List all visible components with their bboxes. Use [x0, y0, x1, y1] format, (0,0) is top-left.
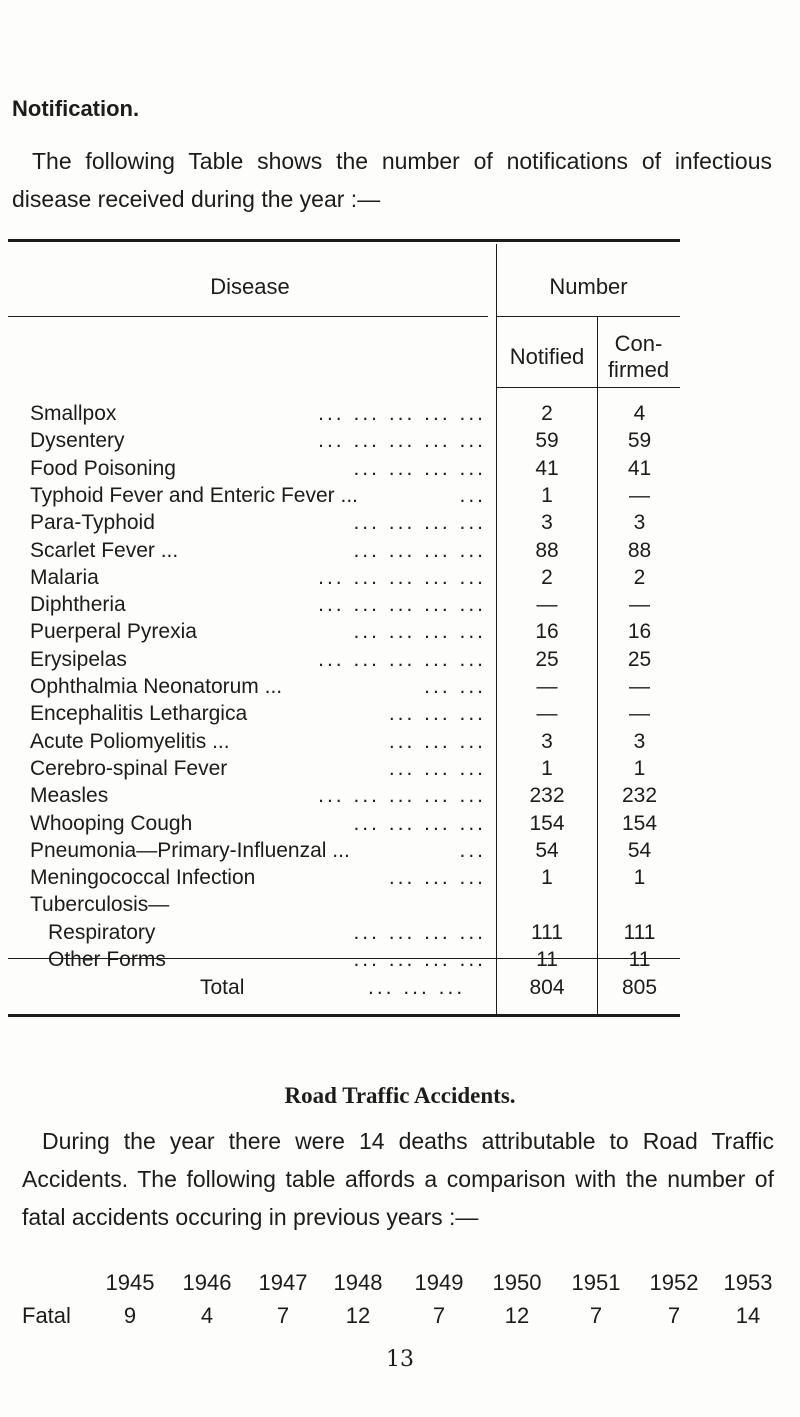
- table-row: [0, 702, 800, 728]
- leader-dots: ... ... ...: [388, 866, 486, 890]
- page-number: 13: [386, 1347, 414, 1372]
- notified-value: 25: [535, 647, 559, 671]
- notified-value: 16: [535, 620, 559, 644]
- disease-name: Smallpox: [30, 402, 117, 425]
- table-row: [0, 784, 800, 810]
- confirmed-value: 11: [628, 948, 651, 971]
- confirmed-value: —: [629, 593, 650, 617]
- total-confirmed: 805: [621, 976, 658, 999]
- notified-value: —: [536, 593, 558, 617]
- disease-name: Acute Poliomyelitis ...: [30, 729, 230, 753]
- leader-dots: ... ... ...: [388, 756, 486, 780]
- disease-name: Scarlet Fever ...: [30, 538, 179, 562]
- year-label: 1953: [723, 1270, 773, 1295]
- notified-value: 1: [541, 756, 553, 780]
- section-heading-road-traffic: Road Traffic Accidents.: [284, 1083, 516, 1108]
- confirmed-value: 2: [633, 565, 646, 589]
- leader-dots: ... ... ... ... ...: [318, 784, 486, 808]
- disease-name: Typhoid Fever and Enteric Fever ...: [30, 483, 358, 507]
- leader-dots: ... ... ... ...: [353, 456, 486, 480]
- disease-name: Cerebro-spinal Fever: [30, 756, 228, 780]
- disease-name: Diphtheria: [30, 593, 126, 617]
- disease-name: Food Poisoning: [30, 456, 176, 480]
- leader-dots: ... ... ... ...: [353, 811, 486, 835]
- disease-name: Tuberculosis—: [30, 893, 170, 917]
- disease-name: Meningococcal Infection: [30, 866, 256, 890]
- leader-dots: ... ... ... ...: [353, 511, 486, 535]
- leader-dots: ... ... ...: [388, 702, 486, 726]
- fatal-count: 7: [432, 1303, 446, 1328]
- confirmed-value: 4: [633, 402, 646, 425]
- confirmed-value: 88: [627, 538, 652, 562]
- leader-dots: ... ... ... ... ...: [318, 593, 486, 617]
- table-top-rule: [8, 239, 680, 242]
- disease-name: Erysipelas: [30, 647, 127, 671]
- year-label: 1945: [105, 1270, 155, 1295]
- disease-name: Whooping Cough: [30, 811, 193, 835]
- disease-name: Ophthalmia Neonatorum ...: [30, 675, 283, 698]
- total-label: Total: [200, 976, 245, 999]
- notified-value: 88: [535, 538, 559, 562]
- fatal-count: 7: [667, 1303, 681, 1328]
- header-disease: Disease: [210, 274, 290, 299]
- year-label: 1951: [571, 1270, 621, 1295]
- table-row: [0, 839, 800, 865]
- confirmed-value: —: [629, 483, 650, 507]
- notified-value: 3: [541, 511, 553, 535]
- leader-dots: ... ... ... ...: [353, 948, 486, 971]
- notified-value: 59: [535, 429, 559, 453]
- confirmed-value: 3: [633, 729, 646, 753]
- year-label: 1950: [492, 1270, 542, 1295]
- road-traffic-paragraph: During the year there were 14 deaths attributable to Road Traffic Accidents. The following table affords a comparison with the number of fatal accidents occuring in previous years :—: [22, 1128, 774, 1230]
- year-label: 1949: [414, 1270, 464, 1295]
- confirmed-value: 232: [621, 784, 658, 808]
- notified-value: 1: [541, 483, 553, 507]
- table-row: [0, 429, 800, 455]
- table-row: [0, 648, 800, 674]
- table-row: [0, 866, 800, 892]
- leader-dots: ... ...: [424, 675, 486, 698]
- confirmed-value: 54: [627, 838, 652, 862]
- table-row: [0, 948, 800, 974]
- total-notified: 804: [529, 976, 565, 999]
- year-label: 1947: [258, 1270, 308, 1295]
- confirmed-value: 154: [621, 811, 658, 835]
- table-row: [0, 566, 800, 592]
- notified-value: 54: [535, 838, 559, 862]
- confirmed-value: 1: [633, 756, 646, 780]
- subheader-rule: [497, 387, 680, 388]
- table-row: [0, 893, 800, 919]
- leader-dots: ... ... ... ...: [353, 920, 486, 944]
- table-row: [0, 921, 800, 947]
- leader-dots: ... ... ... ...: [353, 538, 486, 562]
- year-label: 1946: [182, 1270, 232, 1295]
- intro-paragraph: The following Table shows the number of notifications of infectious disease received during the year :—: [12, 148, 772, 212]
- table-row: [0, 675, 800, 701]
- notified-value: 2: [541, 565, 553, 589]
- notified-value: —: [536, 702, 558, 726]
- header-confirmed-line1: Con-: [614, 331, 663, 356]
- fatal-count: 9: [123, 1303, 137, 1328]
- table-row: [0, 593, 800, 619]
- section-heading-notification: Notification.: [12, 96, 140, 121]
- confirmed-value: 16: [627, 620, 652, 644]
- disease-name: Dysentery: [30, 429, 125, 453]
- disease-name: Encephalitis Lethargica: [30, 702, 248, 726]
- confirmed-value: —: [629, 702, 650, 726]
- disease-name: Other Forms: [48, 948, 166, 971]
- notified-value: 111: [531, 920, 563, 944]
- leader-dots: ... ... ... ... ...: [318, 565, 486, 589]
- header-confirmed-line2: firmed: [607, 357, 670, 382]
- confirmed-value: 25: [627, 647, 652, 671]
- table-row: [0, 730, 800, 756]
- notified-value: 154: [529, 811, 565, 835]
- year-label: 1948: [333, 1270, 383, 1295]
- table-row: [0, 484, 800, 510]
- fatal-count: 4: [200, 1303, 214, 1328]
- number-header-rule: [497, 316, 680, 317]
- disease-name: Pneumonia—Primary-Influenzal ...: [30, 838, 350, 862]
- leader-dots: ... ... ... ... ...: [318, 647, 486, 671]
- notified-value: 2: [541, 402, 553, 425]
- year-label: 1952: [649, 1270, 699, 1295]
- notified-value: 1: [541, 866, 553, 890]
- disease-name: Puerperal Pyrexia: [30, 620, 197, 644]
- fatal-count: 12: [504, 1303, 530, 1328]
- table-row: [0, 402, 800, 428]
- total-leader-dots: ... ... ...: [368, 976, 466, 999]
- fatal-count: 12: [345, 1303, 371, 1328]
- leader-dots: ... ... ... ...: [353, 620, 486, 644]
- total-row: [0, 976, 800, 1002]
- notified-value: 11: [536, 948, 558, 971]
- notified-value: 232: [529, 784, 565, 808]
- fatal-label: Fatal: [22, 1303, 71, 1328]
- fatal-count: 7: [589, 1303, 603, 1328]
- leader-dots: ...: [459, 483, 486, 507]
- disease-name: Malaria: [30, 565, 99, 589]
- disease-header-rule: [8, 316, 488, 317]
- disease-name: Measles: [30, 784, 109, 808]
- leader-dots: ... ... ... ... ...: [318, 402, 486, 425]
- table-row: [0, 511, 800, 537]
- confirmed-value: 111: [623, 920, 656, 944]
- table-row: [0, 757, 800, 783]
- leader-dots: ... ... ... ... ...: [318, 429, 486, 453]
- notified-value: 3: [541, 729, 553, 753]
- confirmed-value: 3: [633, 511, 646, 535]
- confirmed-value: 59: [627, 429, 652, 453]
- leader-dots: ... ... ...: [388, 729, 486, 753]
- table-row: [0, 812, 800, 838]
- table-row: [0, 539, 800, 565]
- header-notified: Notified: [509, 344, 585, 369]
- header-number: Number: [549, 274, 628, 299]
- disease-name: Para-Typhoid: [30, 511, 155, 535]
- notified-value: 41: [535, 456, 559, 480]
- fatal-count: 7: [276, 1303, 290, 1328]
- confirmed-value: 1: [633, 866, 646, 890]
- disease-name: Respiratory: [48, 920, 156, 944]
- table-row: [0, 457, 800, 483]
- confirmed-value: 41: [627, 456, 652, 480]
- table-row: [0, 620, 800, 646]
- table-bottom-rule: [8, 1014, 680, 1017]
- leader-dots: ...: [459, 838, 486, 862]
- confirmed-value: —: [629, 675, 650, 698]
- notified-value: —: [536, 675, 558, 698]
- fatal-count: 14: [735, 1303, 761, 1328]
